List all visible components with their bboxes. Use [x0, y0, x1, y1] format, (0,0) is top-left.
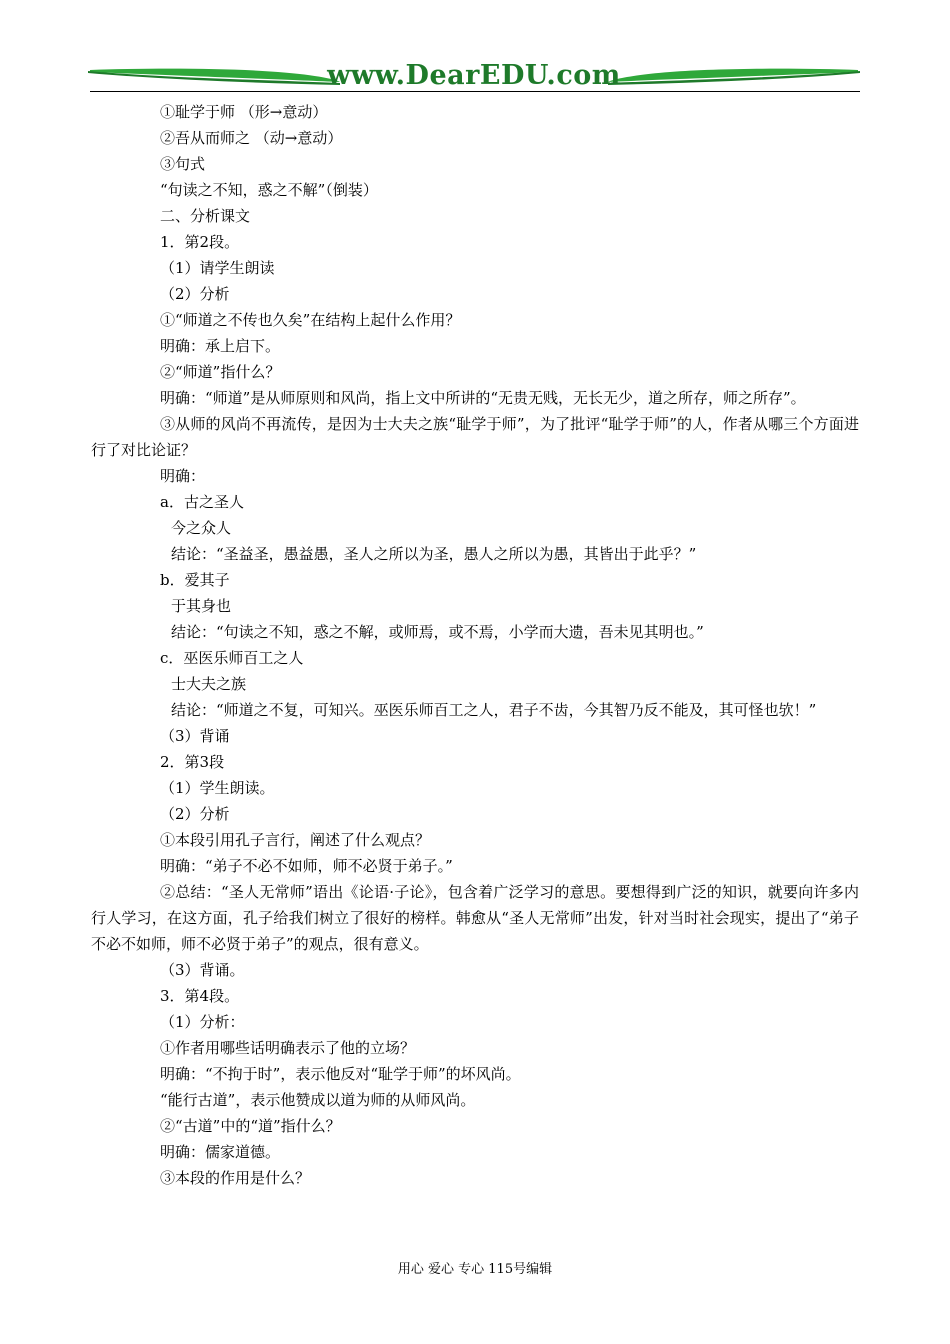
- header-divider: [90, 91, 860, 92]
- conclusion-line: 结论：“句读之不知，惑之不解，或师焉，或不焉，小学而大遗，吾未见其明也。”: [171, 623, 704, 641]
- question-line: ②“师道”指什么？: [160, 363, 281, 381]
- list-item: b．爱其子: [160, 571, 230, 589]
- answer-line: 明确：“不拘于时”，表示他反对“耻学于师”的坏风尚。: [160, 1065, 521, 1083]
- question-line: ①“师道之不传也久矣”在结构上起什么作用？: [160, 311, 461, 329]
- text-line: （1）请学生朗读: [160, 259, 275, 277]
- text-line: （1）分析：: [160, 1013, 245, 1031]
- text-line: ①耻学于师 （形→意动）: [160, 103, 328, 121]
- answer-line: 明确：儒家道德。: [160, 1143, 281, 1161]
- answer-line: “能行古道”，表示他赞成以道为师的从师风尚。: [160, 1091, 476, 1109]
- text-line: （3）背诵: [160, 727, 230, 745]
- list-item: a．古之圣人: [160, 493, 244, 511]
- answer-line: 明确：承上启下。: [160, 337, 281, 355]
- text-line: “句读之不知，惑之不解”（倒装）: [160, 181, 378, 199]
- answer-paragraph: 明确：“师道”是从师原则和风尚，指上文中所讲的“无贵无贱，无长无少，道之所存，师之所存”。: [160, 389, 806, 407]
- text-line: （2）分析: [160, 285, 230, 303]
- text-line: （3）背诵。: [160, 961, 245, 979]
- text-line: （2）分析: [160, 805, 230, 823]
- subsection-heading: 2．第3段: [160, 753, 225, 771]
- page-footer: 用心 爱心 专心 115号编辑: [397, 1262, 553, 1277]
- text-line: （1）学生朗读。: [160, 779, 275, 797]
- answer-line: 明确：“弟子不必不如师，师不必贤于弟子。”: [160, 857, 453, 875]
- question-paragraph: ③从师的风尚不再流传，是因为士大夫之族“耻学于师”，为了批评“耻学于师”的人，作者从哪三个方面进行了对比论证？: [91, 415, 859, 459]
- list-subitem: 今之众人: [171, 519, 232, 537]
- question-line: ③本段的作用是什么？: [160, 1169, 311, 1187]
- section-heading: 二、分析课文: [160, 207, 251, 225]
- summary-paragraph: ②总结：“圣人无常师”语出《论语·子论》，包含着广泛学习的意思。要想得到广泛的知识，就要向许多内行人学习，在这方面，孔子给我们树立了很好的榜样。韩愈从“圣人无常师”出发，针对当时社会现实，提出了“弟子不必不如师，师不必贤于弟子”的观点，很有意义。: [91, 883, 859, 953]
- conclusion-line: 结论：“圣益圣，愚益愚，圣人之所以为圣，愚人之所以为愚，其皆出于此乎？”: [171, 545, 697, 563]
- text-line: ②吾从而师之 （动→意动）: [160, 129, 343, 147]
- question-line: ①本段引用孔子言行，阐述了什么观点？: [160, 831, 431, 849]
- document-body: [91, 99, 859, 1191]
- answer-line: 明确：: [160, 467, 206, 485]
- conclusion-paragraph: 结论：“师道之不复，可知兴。巫医乐师百工之人，君子不齿，今其智乃反不能及，其可怪也欤！”: [171, 701, 817, 719]
- question-line: ①作者用哪些话明确表示了他的立场？: [160, 1039, 416, 1057]
- text-line: ③句式: [160, 155, 206, 173]
- subsection-heading: 3．第4段。: [160, 987, 240, 1005]
- list-item: c．巫医乐师百工之人: [160, 649, 304, 667]
- list-subitem: 士大夫之族: [171, 675, 247, 693]
- list-subitem: 于其身也: [171, 597, 232, 615]
- question-line: ②“古道”中的“道”指什么？: [160, 1117, 341, 1135]
- site-logo-text[interactable]: www.DearEDU.com: [327, 60, 621, 91]
- subsection-heading: 1．第2段。: [160, 233, 240, 251]
- site-header-logo: [88, 58, 860, 98]
